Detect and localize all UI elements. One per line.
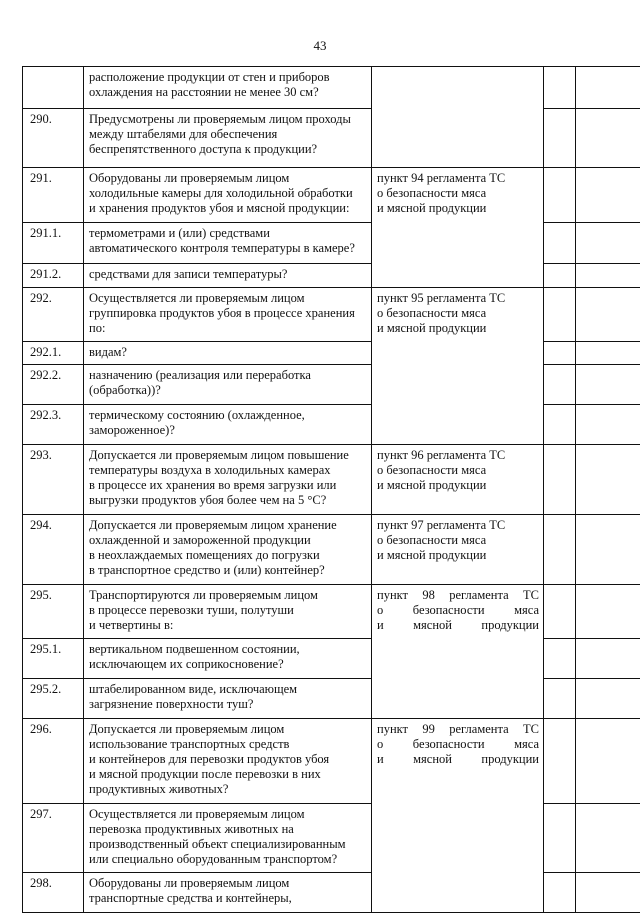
table-row <box>23 168 640 223</box>
answer-cell <box>544 515 576 585</box>
answer-cell <box>544 804 576 873</box>
note-cell <box>576 223 640 264</box>
question-text: Допускается ли проверяемым лицом хранение охлажденной и замороженной продукции в неохлаждаемых помещениях до погрузки в транспортное средство и (или) контейнер? <box>84 515 372 585</box>
item-number: 297. <box>23 804 84 873</box>
item-number: 295. <box>23 585 84 639</box>
legal-reference: пункт 99 регламента ТС о безопасности мяса и мясной продукции <box>372 719 544 913</box>
table-row <box>23 223 640 264</box>
legal-reference: пункт 95 регламента ТС о безопасности мяса и мясной продукции <box>372 288 544 445</box>
answer-cell <box>544 679 576 719</box>
legal-reference: пункт 98 регламента ТС о безопасности мяса и мясной продукции <box>372 585 544 719</box>
question-text: назначению (реализация или переработка (обработка))? <box>84 365 372 405</box>
answer-cell <box>544 639 576 679</box>
note-cell <box>576 342 640 365</box>
answer-cell <box>544 223 576 264</box>
table-row <box>23 342 640 365</box>
question-text: Осуществляется ли проверяемым лицом группировка продуктов убоя в процессе хранения по: <box>84 288 372 342</box>
item-number: 290. <box>23 109 84 168</box>
answer-cell <box>544 405 576 445</box>
note-cell <box>576 264 640 288</box>
item-number: 294. <box>23 515 84 585</box>
answer-cell <box>544 67 576 109</box>
note-cell <box>576 679 640 719</box>
legal-reference: пункт 97 регламента ТС о безопасности мяса и мясной продукции <box>372 515 544 585</box>
table-row <box>23 445 640 515</box>
item-number: 291.1. <box>23 223 84 264</box>
answer-cell <box>544 873 576 913</box>
answer-cell <box>544 585 576 639</box>
answer-cell <box>544 342 576 365</box>
question-text: Транспортируются ли проверяемым лицом в процессе перевозки туши, полутуши и четвертины в: <box>84 585 372 639</box>
question-text: Осуществляется ли проверяемым лицом перевозка продуктивных животных на производственный объект специализированным или специально оборудованным транспортом? <box>84 804 372 873</box>
table-row <box>23 804 640 873</box>
item-number: 291.2. <box>23 264 84 288</box>
note-cell <box>576 168 640 223</box>
item-number: 292. <box>23 288 84 342</box>
item-number: 298. <box>23 873 84 913</box>
item-number <box>23 67 84 109</box>
item-number: 292.3. <box>23 405 84 445</box>
legal-reference: пункт 94 регламента ТС о безопасности мяса и мясной продукции <box>372 168 544 288</box>
note-cell <box>576 639 640 679</box>
checklist-table <box>22 66 640 913</box>
note-cell <box>576 405 640 445</box>
answer-cell <box>544 109 576 168</box>
question-text: расположение продукции от стен и приборов охлаждения на расстоянии не менее 30 см? <box>84 67 372 109</box>
note-cell <box>576 445 640 515</box>
question-text: вертикальном подвешенном состоянии, исключающем их соприкосновение? <box>84 639 372 679</box>
table-row <box>23 639 640 679</box>
item-number: 291. <box>23 168 84 223</box>
question-text: Допускается ли проверяемым лицом использование транспортных средств и контейнеров для перевозки продуктов убоя и мясной продукции после перевозки в них продуктивных животных? <box>84 719 372 804</box>
question-text: штабелированном виде, исключающем загрязнение поверхности туш? <box>84 679 372 719</box>
table-row <box>23 679 640 719</box>
answer-cell <box>544 365 576 405</box>
answer-cell <box>544 264 576 288</box>
note-cell <box>576 719 640 804</box>
answer-cell <box>544 288 576 342</box>
answer-cell <box>544 445 576 515</box>
legal-reference: пункт 96 регламента ТС о безопасности мяса и мясной продукции <box>372 445 544 515</box>
table-row <box>23 365 640 405</box>
item-number: 295.2. <box>23 679 84 719</box>
note-cell <box>576 804 640 873</box>
note-cell <box>576 109 640 168</box>
item-number: 292.2. <box>23 365 84 405</box>
question-text: термометрами и (или) средствами автоматического контроля температуры в камере? <box>84 223 372 264</box>
legal-reference <box>372 67 544 168</box>
note-cell <box>576 515 640 585</box>
note-cell <box>576 585 640 639</box>
answer-cell <box>544 719 576 804</box>
question-text: видам? <box>84 342 372 365</box>
table-row <box>23 67 640 109</box>
table-row <box>23 109 640 168</box>
table-row <box>23 264 640 288</box>
question-text: Оборудованы ли проверяемым лицом транспортные средства и контейнеры, <box>84 873 372 913</box>
note-cell <box>576 288 640 342</box>
item-number: 296. <box>23 719 84 804</box>
note-cell <box>576 873 640 913</box>
item-number: 292.1. <box>23 342 84 365</box>
note-cell <box>576 365 640 405</box>
table-row <box>23 288 640 342</box>
question-text: Допускается ли проверяемым лицом повышение температуры воздуха в холодильных камерах в процессе их хранения во время загрузки или выгрузки продуктов убоя более чем на 5 °С? <box>84 445 372 515</box>
note-cell <box>576 67 640 109</box>
table-row <box>23 405 640 445</box>
question-text: средствами для записи температуры? <box>84 264 372 288</box>
question-text: Оборудованы ли проверяемым лицом холодильные камеры для холодильной обработки и хранения продуктов убоя и мясной продукции: <box>84 168 372 223</box>
table-row <box>23 515 640 585</box>
answer-cell <box>544 168 576 223</box>
question-text: термическому состоянию (охлажденное, замороженное)? <box>84 405 372 445</box>
item-number: 293. <box>23 445 84 515</box>
item-number: 295.1. <box>23 639 84 679</box>
table-row <box>23 719 640 804</box>
table-row <box>23 873 640 913</box>
page-number: 43 <box>0 38 640 54</box>
question-text: Предусмотрены ли проверяемым лицом проходы между штабелями для обеспечения беспрепятственного доступа к продукции? <box>84 109 372 168</box>
table-row <box>23 585 640 639</box>
